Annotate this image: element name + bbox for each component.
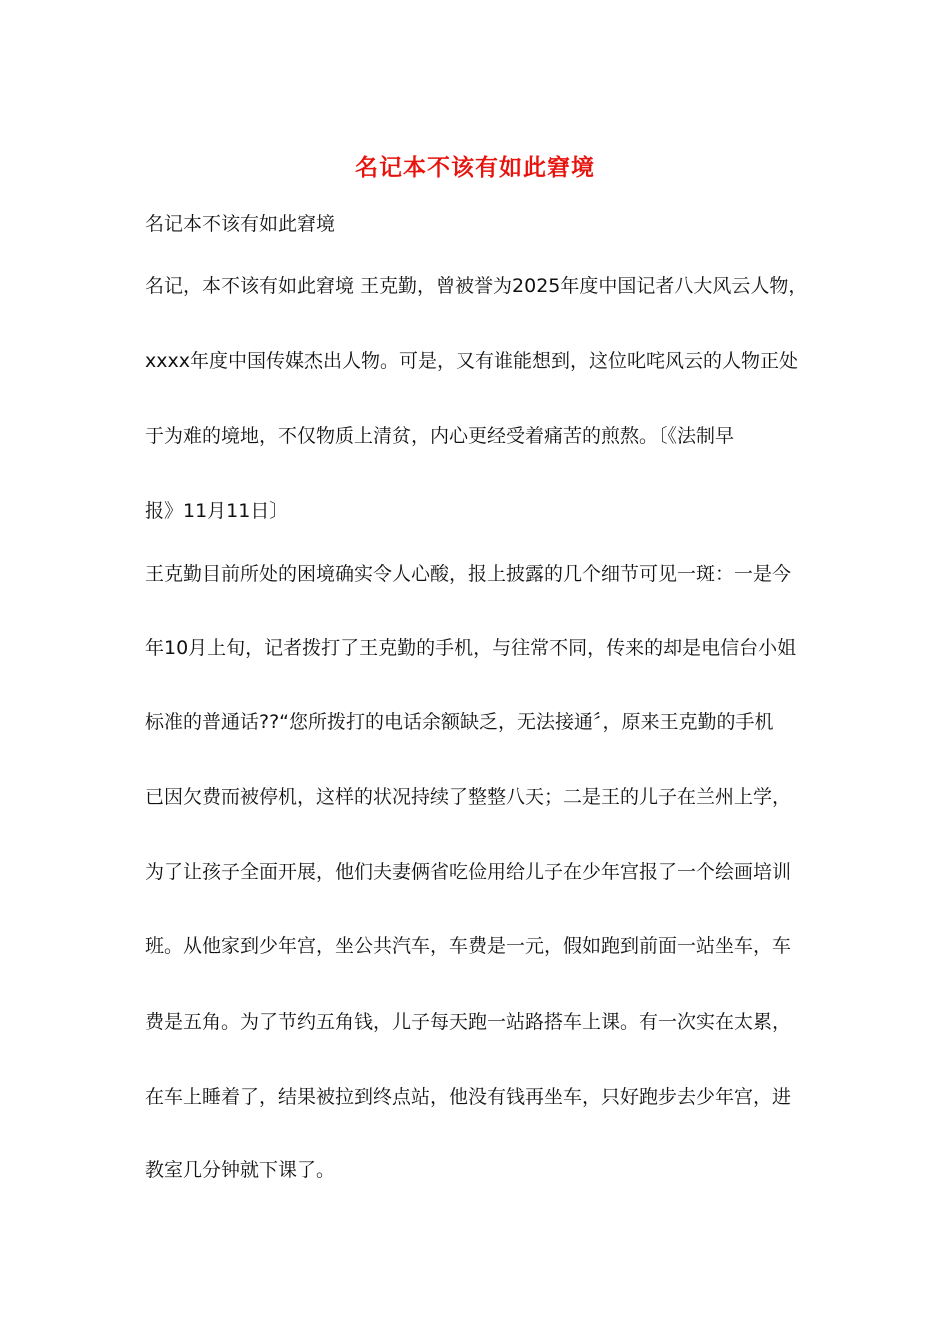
paragraph-line: 标准的普通话??“您所拨打的电话余额缺乏，无法接通〞，原来王克勤的手机 bbox=[145, 711, 774, 733]
paragraph-line: 于为难的境地，不仅物质上清贫，内心更经受着痛苦的煎熬。〔《法制早 bbox=[145, 425, 735, 447]
paragraph-line: 名记，本不该有如此窘境 王克勤，曾被誉为2025年度中国记者八大风云人物， bbox=[145, 275, 808, 297]
paragraph-line: 班。从他家到少年宫，坐公共汽车，车费是一元，假如跑到前面一站坐车，车 bbox=[145, 935, 792, 957]
paragraph-line: 报》11月11日〕 bbox=[145, 500, 289, 522]
document-subtitle: 名记本不该有如此窘境 bbox=[145, 213, 336, 235]
document-title: 名记本不该有如此窘境 bbox=[355, 155, 595, 181]
paragraph-line: 王克勤目前所处的困境确实令人心酸，报上披露的几个细节可见一斑：一是今 bbox=[145, 563, 792, 585]
paragraph-line: 年10月上旬，记者拨打了王克勤的手机，与往常不同，传来的却是电信台小姐 bbox=[145, 637, 797, 659]
paragraph-line: xxxx年度中国传媒杰出人物。可是，又有谁能想到，这位叱咤风云的人物正处 bbox=[145, 350, 798, 372]
paragraph-line: 教室几分钟就下课了。 bbox=[145, 1159, 336, 1181]
paragraph-line: 为了让孩子全面开展，他们夫妻俩省吃俭用给儿子在少年宫报了一个绘画培训 bbox=[145, 861, 792, 883]
paragraph-line: 在车上睡着了，结果被拉到终点站，他没有钱再坐车，只好跑步去少年宫，进 bbox=[145, 1086, 792, 1108]
paragraph-line: 费是五角。为了节约五角钱，儿子每天跑一站路搭车上课。有一次实在太累， bbox=[145, 1011, 792, 1033]
paragraph-line: 已因欠费而被停机，这样的状况持续了整整八天；二是王的儿子在兰州上学， bbox=[145, 786, 792, 808]
